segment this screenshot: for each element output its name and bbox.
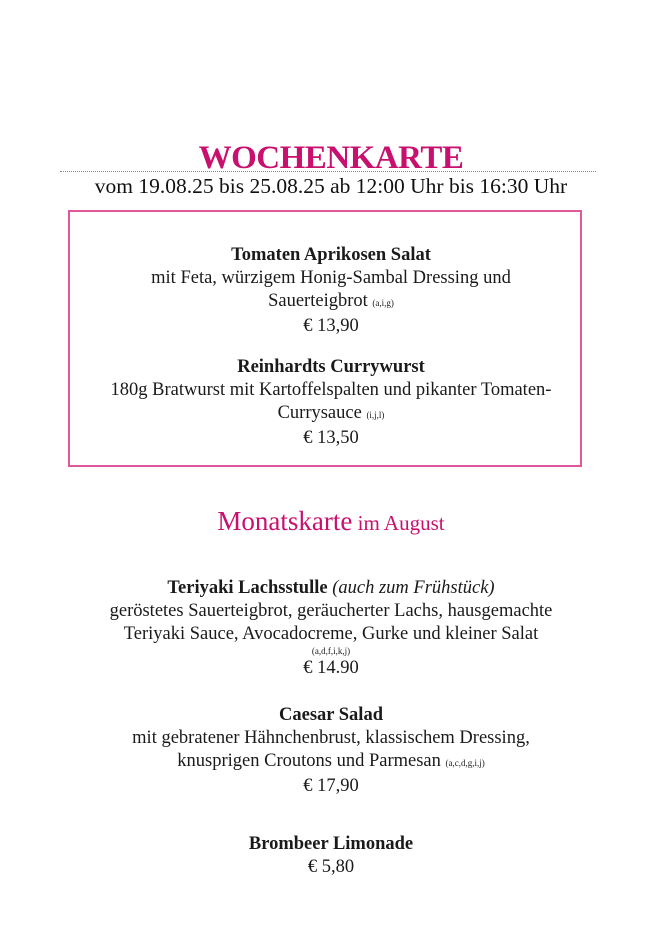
item-description: Currysauce [277, 403, 362, 423]
monthly-item-brombeer-limonade [0, 833, 662, 879]
item-description: mit Feta, würzigem Honig-Sambal Dressing und [151, 268, 511, 288]
page-title: WOCHENKARTE [198, 140, 464, 176]
monthly-title-main: Monatskarte [217, 506, 353, 536]
item-price: € 17,90 [303, 776, 359, 796]
monthly-title-month: im August [352, 511, 445, 535]
monthly-menu-title [0, 506, 662, 537]
item-description: 180g Bratwurst mit Kartoffelspalten und pikanter Tomaten- [110, 380, 552, 400]
allergen-codes: (a,c,d,g,i,j) [445, 758, 485, 768]
item-description: knusprigen Croutons und Parmesan [177, 751, 441, 771]
allergen-codes: (a,i,g) [372, 298, 394, 308]
item-price: € 5,80 [307, 857, 355, 877]
item-description: Sauerteigbrot [268, 291, 368, 311]
monthly-item-lachsstulle [0, 577, 662, 680]
item-note: (auch zum Frühstück) [332, 578, 495, 598]
allergen-codes: (a,d,f,i,k,j) [311, 646, 351, 656]
item-description: Teriyaki Sauce, Avocadocreme, Gurke und kleiner Salat [123, 624, 539, 644]
weekly-item-tomaten-salat [0, 244, 662, 338]
item-price: € 14.90 [303, 658, 359, 678]
item-name: Brombeer Limonade [248, 834, 414, 854]
monthly-item-caesar-salad [0, 704, 662, 798]
allergen-codes: (i,j,l) [366, 410, 385, 420]
title-divider [60, 171, 596, 172]
date-range: vom 19.08.25 bis 25.08.25 ab 12:00 Uhr bis 16:30 Uhr [94, 174, 568, 198]
item-name: Teriyaki Lachsstulle [167, 578, 328, 598]
item-name: Caesar Salad [279, 705, 383, 725]
item-description: mit gebratener Hähnchenbrust, klassischem Dressing, [132, 728, 530, 748]
item-name: Tomaten Aprikosen Salat [231, 245, 431, 265]
item-description: geröstetes Sauerteigbrot, geräucherter Lachs, hausgemachte [109, 601, 553, 621]
item-price: € 13,90 [303, 316, 359, 336]
weekly-item-currywurst [0, 356, 662, 450]
item-price: € 13,50 [303, 428, 359, 448]
item-name: Reinhardts Currywurst [237, 357, 425, 377]
